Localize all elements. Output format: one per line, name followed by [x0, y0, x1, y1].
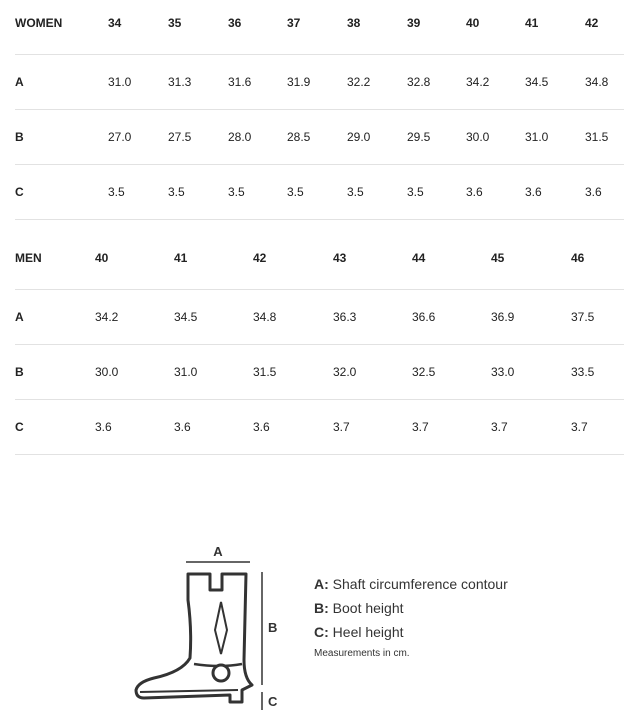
- women-title: WOMEN: [15, 16, 63, 30]
- measurement-cell: 3.6: [466, 185, 483, 199]
- size-header: 37: [287, 16, 301, 30]
- measurement-cell: 37.5: [571, 310, 595, 324]
- measurement-cell: 27.0: [108, 130, 132, 144]
- measurement-cell: 28.5: [287, 130, 311, 144]
- measurement-cell: 34.5: [525, 75, 549, 89]
- men-size-table: [15, 235, 624, 455]
- men-row-a: [15, 290, 624, 345]
- measurement-cell: 3.6: [95, 420, 112, 434]
- boot-sole-line: [140, 690, 238, 692]
- measurement-cell: 3.6: [174, 420, 191, 434]
- measurement-cell: 27.5: [168, 130, 192, 144]
- dimension-c-label: C: [268, 694, 278, 709]
- measurement-cell: 3.5: [228, 185, 245, 199]
- legend-note: Measurements in cm.: [314, 648, 410, 659]
- measurement-cell: 3.7: [412, 420, 429, 434]
- men-row-b: [15, 345, 624, 400]
- measurement-cell: 3.6: [525, 185, 542, 199]
- measurement-cell: 34.8: [585, 75, 609, 89]
- measurement-cell: 30.0: [466, 130, 490, 144]
- size-header: 34: [108, 16, 122, 30]
- row-label: C: [15, 420, 24, 434]
- measurement-cell: 32.5: [412, 365, 436, 379]
- measurement-cell: 3.7: [571, 420, 588, 434]
- row-label: A: [15, 75, 24, 89]
- dimension-a-label: A: [213, 544, 223, 559]
- women-header-row: [15, 0, 624, 55]
- legend-item-b: B: Boot height: [314, 600, 404, 616]
- measurement-cell: 32.0: [333, 365, 357, 379]
- measurement-cell: 31.5: [253, 365, 277, 379]
- measurement-cell: 3.5: [108, 185, 125, 199]
- size-header: 45: [491, 251, 505, 265]
- size-header: 42: [253, 251, 267, 265]
- measurement-cell: 36.6: [412, 310, 436, 324]
- measurement-legend: [314, 572, 508, 659]
- measurement-cell: 28.0: [228, 130, 252, 144]
- measurement-cell: 34.8: [253, 310, 277, 324]
- measurement-cell: 34.5: [174, 310, 198, 324]
- men-title: MEN: [15, 251, 42, 265]
- measurement-cell: 31.6: [228, 75, 252, 89]
- measurement-cell: 30.0: [95, 365, 119, 379]
- size-header: 41: [525, 16, 539, 30]
- measurement-cell: 36.9: [491, 310, 515, 324]
- row-label: C: [15, 185, 24, 199]
- measurement-cell: 3.7: [491, 420, 508, 434]
- measurement-cell: 34.2: [95, 310, 119, 324]
- measurement-cell: 31.0: [108, 75, 132, 89]
- size-header: 44: [412, 251, 426, 265]
- measurement-cell: 3.7: [333, 420, 350, 434]
- size-header: 40: [95, 251, 109, 265]
- measurement-cell: 36.3: [333, 310, 357, 324]
- men-row-c: [15, 400, 624, 455]
- measurement-cell: 3.6: [585, 185, 602, 199]
- women-row-c: [15, 165, 624, 220]
- measurement-cell: 29.0: [347, 130, 371, 144]
- measurement-cell: 33.0: [491, 365, 515, 379]
- legend-item-c: C: Heel height: [314, 624, 404, 640]
- boot-diagram: [130, 540, 300, 715]
- measurement-cell: 31.3: [168, 75, 192, 89]
- measurement-cell: 33.5: [571, 365, 595, 379]
- measurement-cell: 31.9: [287, 75, 311, 89]
- measurement-cell: 3.6: [253, 420, 270, 434]
- measurement-cell: 32.2: [347, 75, 371, 89]
- dimension-b-label: B: [268, 620, 278, 635]
- legend-item-a: A: Shaft circumference contour: [314, 576, 508, 592]
- size-header: 43: [333, 251, 347, 265]
- women-row-b: [15, 110, 624, 165]
- measurement-cell: 31.0: [174, 365, 198, 379]
- boot-outline: [136, 574, 252, 702]
- row-label: A: [15, 310, 24, 324]
- measurement-cell: 31.0: [525, 130, 549, 144]
- row-label: B: [15, 130, 24, 144]
- size-header: 46: [571, 251, 585, 265]
- size-header: 36: [228, 16, 242, 30]
- boot-diamond-inlay: [215, 602, 227, 654]
- measurement-cell: 3.5: [168, 185, 185, 199]
- measurement-cell: 3.5: [287, 185, 304, 199]
- measurement-cell: 3.5: [407, 185, 424, 199]
- size-header: 39: [407, 16, 421, 30]
- measurement-cell: 32.8: [407, 75, 431, 89]
- measurement-cell: 29.5: [407, 130, 431, 144]
- row-label: B: [15, 365, 24, 379]
- size-header: 41: [174, 251, 188, 265]
- size-header: 40: [466, 16, 480, 30]
- measurement-cell: 31.5: [585, 130, 609, 144]
- size-header: 42: [585, 16, 599, 30]
- men-header-row: [15, 235, 624, 290]
- size-header: 38: [347, 16, 361, 30]
- size-header: 35: [168, 16, 182, 30]
- measurement-cell: 3.5: [347, 185, 364, 199]
- measurement-cell: 34.2: [466, 75, 490, 89]
- boot-harness-ring: [213, 665, 229, 681]
- women-row-a: [15, 55, 624, 110]
- women-size-table: [15, 0, 624, 220]
